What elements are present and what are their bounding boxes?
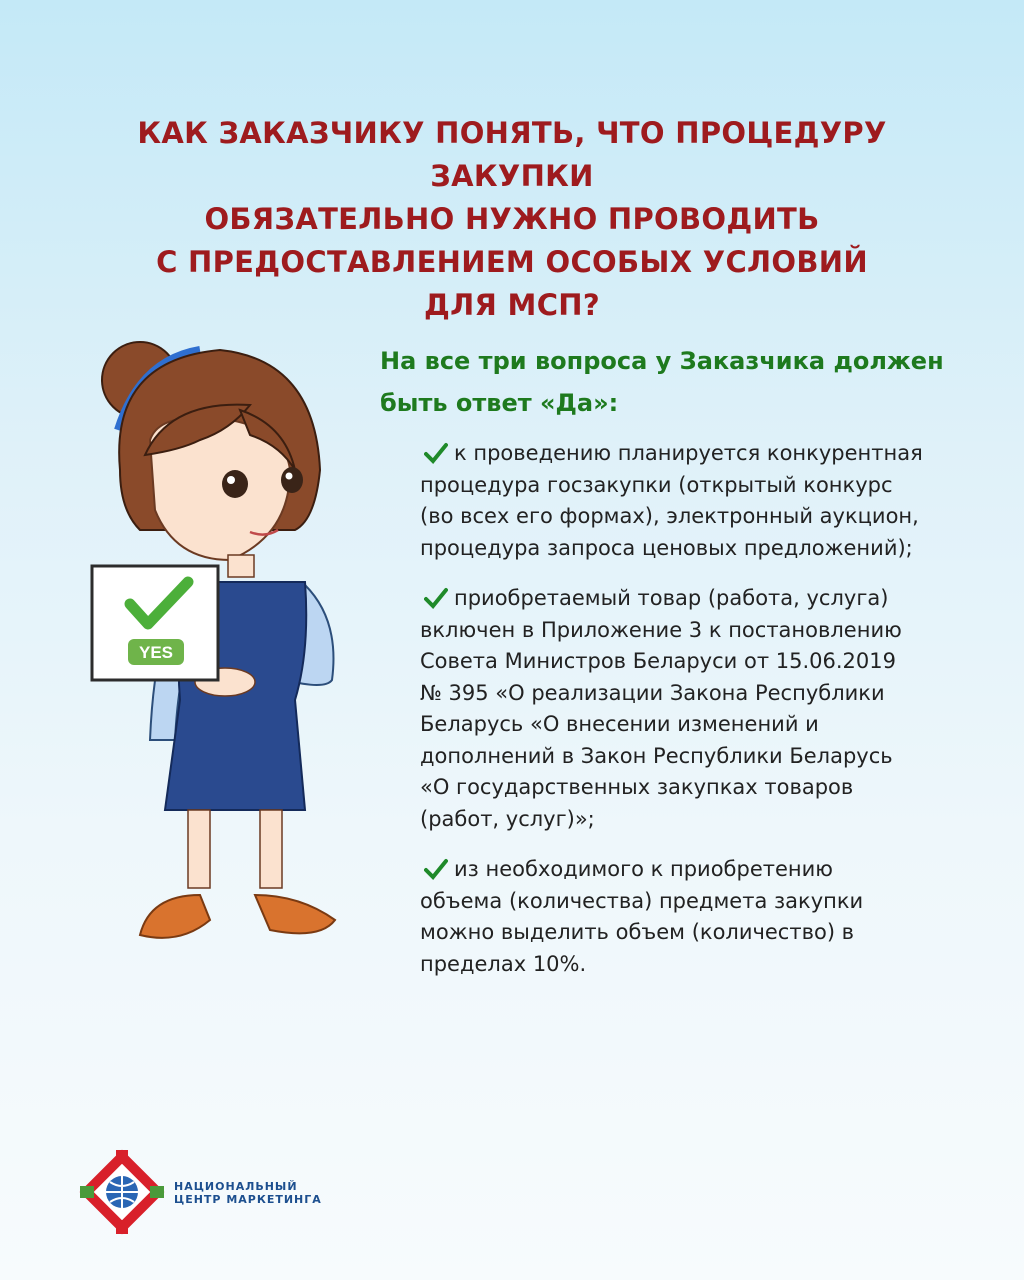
item-text-line: «О государственных закупках товаров bbox=[420, 775, 854, 799]
list-item bbox=[420, 854, 980, 980]
check-icon bbox=[424, 858, 448, 880]
yes-label: YES bbox=[138, 643, 174, 662]
item-text-line: из необходимого к приобретению bbox=[454, 857, 833, 881]
item-text-line: Беларусь «О внесении изменений и bbox=[420, 712, 819, 736]
item-text-line: (во всех его формах), электронный аукцион, bbox=[420, 504, 919, 528]
logo-wordmark bbox=[174, 1180, 322, 1206]
item-text-line: пределах 10%. bbox=[420, 951, 587, 976]
item-text-line: приобретаемый товар (работа, услуга) bbox=[454, 586, 889, 610]
logo-line: ЦЕНТР МАРКЕТИНГА bbox=[174, 1193, 322, 1206]
item-text-line: (работ, услуг)»; bbox=[420, 806, 595, 831]
title-line: ОБЯЗАТЕЛЬНО НУЖНО ПРОВОДИТЬ bbox=[204, 202, 820, 236]
subhead-line: На все три вопроса у Заказчика должен bbox=[380, 347, 944, 375]
item-text-line: процедура запроса ценовых предложений); bbox=[420, 535, 913, 560]
item-text-line: к проведению планируется конкурентная bbox=[454, 441, 923, 465]
item-text-line: дополнений в Закон Республики Беларусь bbox=[420, 743, 893, 768]
list-item bbox=[420, 438, 980, 564]
logo-line: НАЦИОНАЛЬНЫЙ bbox=[174, 1180, 298, 1193]
item-text-line: Совета Министров Беларуси от 15.06.2019 bbox=[420, 649, 896, 673]
title-line: ДЛЯ МСП? bbox=[424, 288, 600, 322]
check-icon bbox=[424, 442, 448, 464]
item-text-line: № 395 «О реализации Закона Республики bbox=[420, 680, 885, 705]
item-text-line: включен в Приложение 3 к постановлению bbox=[420, 617, 902, 642]
title-line: КАК ЗАКАЗЧИКУ ПОНЯТЬ, ЧТО ПРОЦЕДУРУ ЗАКУПКИ bbox=[137, 116, 887, 193]
title-line: С ПРЕДОСТАВЛЕНИЕМ ОСОБЫХ УСЛОВИЙ bbox=[156, 245, 868, 279]
logo-emblem bbox=[76, 1146, 168, 1238]
conditions-list bbox=[420, 438, 980, 999]
answer-heading bbox=[380, 340, 980, 424]
check-icon bbox=[424, 587, 448, 609]
list-item bbox=[420, 583, 980, 835]
page-title bbox=[60, 112, 964, 327]
item-text-line: объема (количества) предмета закупки bbox=[420, 888, 864, 913]
subhead-line: быть ответ «Да»: bbox=[380, 389, 619, 417]
item-text-line: процедура госзакупки (открытый конкурс bbox=[420, 472, 893, 497]
item-text-line: можно выделить объем (количество) в bbox=[420, 920, 855, 944]
girl-character-illustration bbox=[80, 320, 360, 960]
